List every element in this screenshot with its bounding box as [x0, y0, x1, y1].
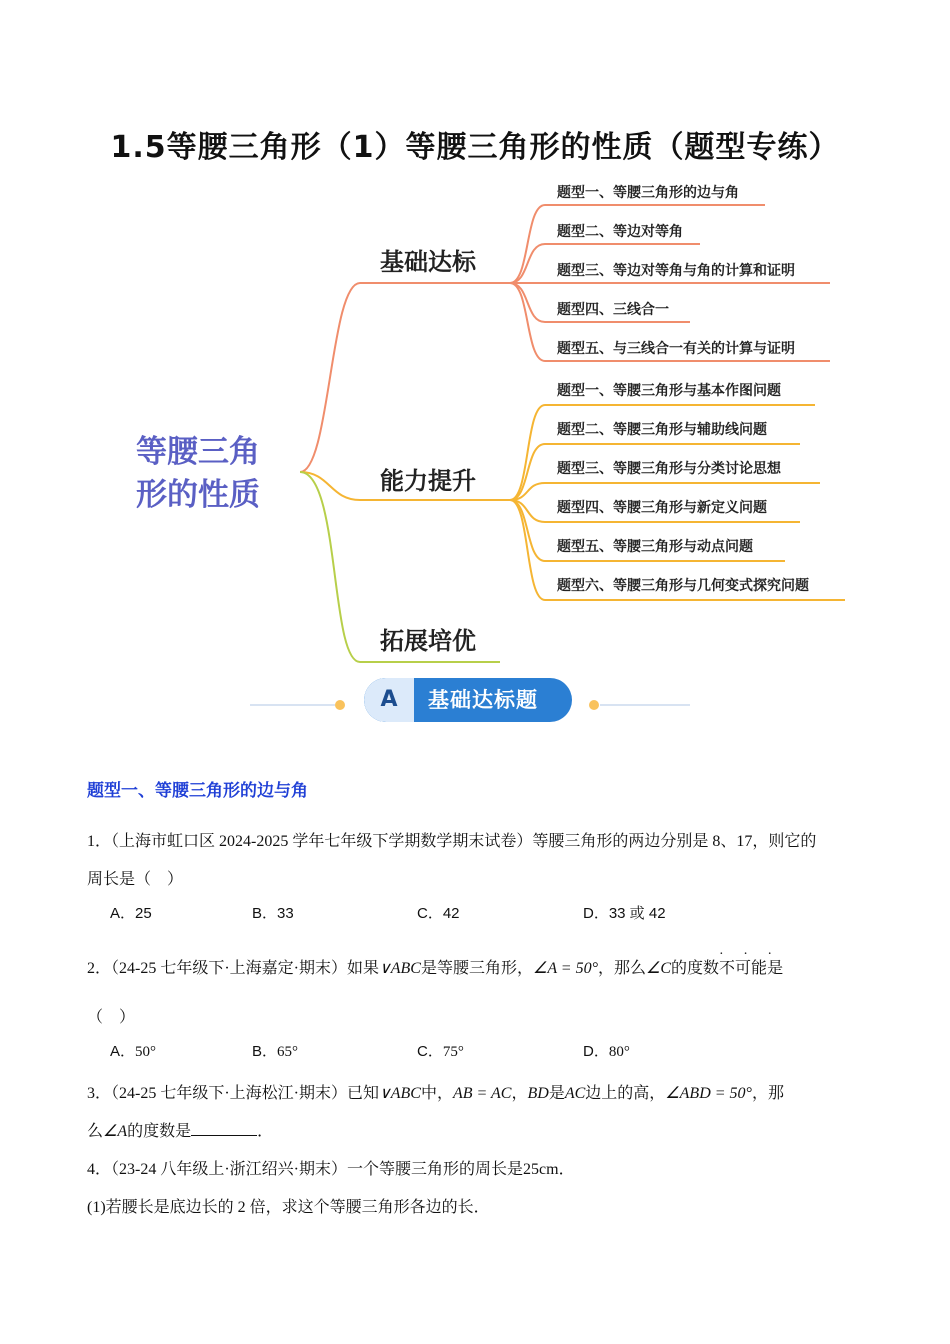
q2-number: 2．: [87, 960, 112, 977]
leaf-basic-5: 题型五、与三线合一有关的计算与证明: [557, 341, 795, 357]
leaf-ability-5: 题型五、等腰三角形与动点问题: [557, 539, 753, 555]
q2-condition: ∠A = 50°: [532, 960, 598, 977]
q2-tail-c: 是: [767, 960, 784, 977]
leaf-basic-1: 题型一、等腰三角形的边与角: [557, 185, 739, 201]
leaf-ability-1: 题型一、等腰三角形与基本作图问题: [557, 383, 781, 399]
connector-branch-1: [300, 283, 510, 472]
q2-line-1: [87, 947, 784, 978]
q3-triangle: ∨ABC: [379, 1085, 421, 1102]
q1-line-2: 周长是（ ）: [87, 871, 184, 888]
q4-perimeter: 25cm: [523, 1161, 559, 1178]
q1-option-b: B．33: [252, 905, 294, 922]
q2-emphasis: 不可能 · · ·: [719, 947, 781, 977]
q2-triangle: ∨ABC: [379, 960, 421, 977]
q2-after: ，那么: [598, 960, 647, 977]
leaf-basic-4: 题型四、三线合一: [557, 302, 669, 318]
q4-line-1: 4．（23-24 八年级上·浙江绍兴·期末）一个等腰三角形的周长是25cm．: [87, 1161, 575, 1178]
badge-dot-right: [589, 700, 599, 710]
q3-angle-a: ∠A: [103, 1123, 128, 1140]
mindmap-root-line-2: 形的性质: [136, 477, 260, 513]
leaf-ability-4: 题型四、等腰三角形与新定义问题: [557, 500, 767, 516]
q3-line-1: 3．（24-25 七年级下·上海松江·期末）已知∨ABC中，AB = AC，BD是AC边上的高，∠ABD = 50°，那: [87, 1085, 784, 1102]
branch-label-ability: 能力提升: [380, 467, 476, 495]
branch-label-basic: 基础达标: [380, 248, 476, 276]
badge-text: 基础达标题: [428, 688, 538, 712]
q3-bd: BD: [527, 1085, 549, 1102]
mindmap-root: [136, 431, 260, 517]
q3-angle: ∠ABD = 50°: [665, 1085, 752, 1102]
q2-option-a: A．50°: [110, 1043, 157, 1060]
leaf-ability-6: 题型六、等腰三角形与几何变式探究问题: [557, 578, 809, 594]
q1-option-a: A．25: [110, 905, 152, 922]
q3-ac: AC: [564, 1085, 586, 1102]
q2-option-d: D．80°: [583, 1043, 630, 1060]
q3-line-2: 么∠A的度数是 ．: [87, 1123, 274, 1140]
q1-option-c: C．42: [417, 905, 460, 922]
q2-tail-a: 的度数: [671, 960, 720, 977]
q3-answer-blank[interactable]: [191, 1121, 257, 1136]
section-badge: [364, 678, 572, 722]
q1-text: （上海市虹口区 2024-2025 学年七年级下学期数学期末试卷）等腰三角形的两边分别是 8、17，则它的: [111, 833, 817, 850]
q2-option-b: B．65°: [252, 1043, 299, 1060]
q2-source: （24-25 七年级下·上海嘉定·期末）如果: [111, 960, 380, 977]
q2-angle: ∠C: [646, 960, 672, 977]
mindmap-root-line-1: 等腰三角: [136, 434, 260, 470]
q2-paren: （ ）: [87, 1009, 136, 1026]
q1-line-1: [87, 828, 816, 851]
leaf-basic-2: 题型二、等边对等角: [557, 224, 683, 240]
q1-option-d: D．33 或 42: [583, 905, 666, 922]
leaf-basic-3: 题型三、等边对等角与角的计算和证明: [557, 263, 795, 279]
badge-dot-left: [335, 700, 345, 710]
q2-mid: 是等腰三角形，: [420, 960, 533, 977]
badge-letter: A: [364, 678, 414, 722]
page-title: 1.5等腰三角形（1）等腰三角形的性质（题型专练）: [110, 130, 840, 165]
q1-number: 1．: [87, 833, 112, 850]
q2-option-c: C．75°: [417, 1043, 464, 1060]
section-heading: 题型一、等腰三角形的边与角: [87, 781, 308, 801]
leaf-ability-3: 题型三、等腰三角形与分类讨论思想: [557, 461, 781, 477]
q3-equality: AB = AC: [452, 1085, 512, 1102]
branch-label-extend: 拓展培优: [380, 627, 476, 655]
leaf-ability-2: 题型二、等腰三角形与辅助线问题: [557, 422, 767, 438]
q4-sub-1: (1)若腰长是底边长的 2 倍，求这个等腰三角形各边的长．: [87, 1199, 490, 1216]
